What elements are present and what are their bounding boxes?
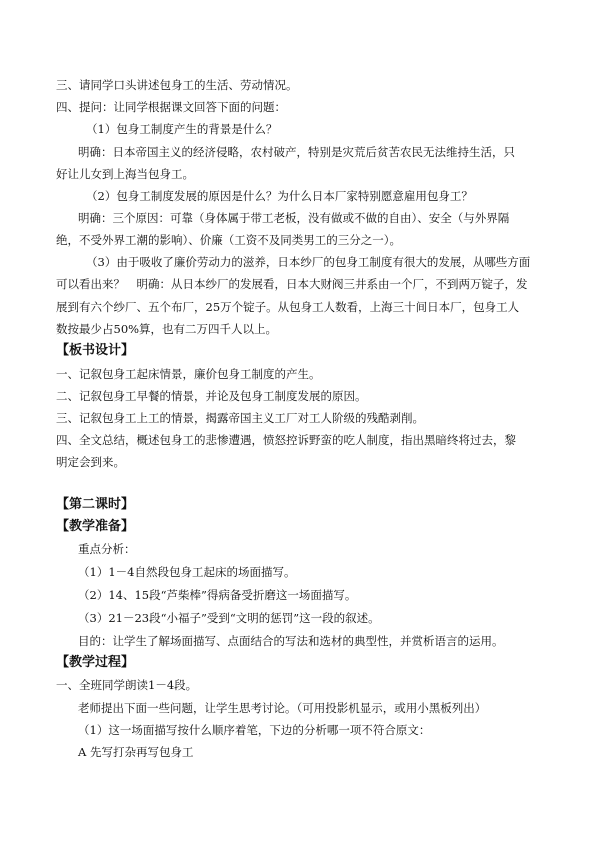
text-line: 明确：日本帝国主义的经济侵略，农村破产，特别是灾荒后贫苦农民无法维持生活，只: [78, 145, 515, 159]
text-line: （1）包身工制度产生的背景是什么？: [86, 122, 278, 136]
text-line: （2）包身工制度发展的原因是什么？为什么日本厂家特别愿意雇用包身工？: [86, 189, 473, 203]
text-line: （1）这一场面描写按什么顺序着笔，下边的分析哪一项不符合原文：: [78, 723, 431, 737]
text-line: 老师提出下面一些问题，让学生思考讨论。（可用投影机显示，或用小黑板列出）: [78, 701, 487, 715]
text-line: （3）21－23段“小福子”受到“文明的惩罚”这一段的叙述。: [78, 611, 380, 625]
text-line: 一、全班同学朗读1－4段。: [56, 678, 198, 692]
text-line: 可以看出来？ 明确：从日本纱厂的发展看，日本大财阀三井系由一个厂，不到两万锭子，发: [56, 277, 528, 291]
text-line: （3）由于吸收了廉价劳动力的滋养，日本纱厂的包身工制度有很大的发展，从哪些方面: [86, 255, 531, 269]
text-line: （1）1－4自然段包身工起床的场面描写。: [78, 565, 296, 579]
section-heading: 【教学准备】: [56, 519, 135, 534]
text-line: 四、提问：让同学根据课文回答下面的问题：: [56, 100, 286, 114]
text-line: 二、记叙包身工早餐的情景，并论及包身工制度发展的原因。: [56, 389, 367, 403]
text-line: 数按最少占50%算，也有二万四千人以上。: [56, 322, 278, 336]
text-line: 目的：让学生了解场面描写、点面结合的写法和选材的典型性，并赏析语言的运用。: [78, 634, 504, 648]
section-heading: 【第二课时】: [56, 497, 135, 512]
text-line: 绝，不受外界工潮的影响）、价廉（工资不及同类男工的三分之一）。: [56, 233, 401, 247]
text-line: 好让儿女到上海当包身工。: [56, 167, 194, 181]
text-line: A 先写打杂再写包身工: [78, 745, 194, 759]
section-heading: 【板书设计】: [56, 343, 135, 358]
text-line: 四、全文总结，概述包身工的悲惨遭遇，愤怒控诉野蛮的吃人制度，指出黑暗终将过去，黎: [56, 433, 516, 447]
section-heading: 【教学过程】: [56, 655, 135, 670]
text-line: 明确：三个原因：可靠（身体属于带工老板，没有做或不做的自由）、安全（与外界隔: [78, 211, 510, 225]
text-line: 重点分析：: [78, 542, 136, 556]
text-line: （2）14、15段“芦柴棒”得病备受折磨这一场面描写。: [78, 588, 357, 602]
text-line: 三、请同学口头讲述包身工的生活、劳动情况。: [56, 78, 298, 92]
text-line: 三、记叙包身工上工的情景，揭露帝国主义工厂对工人阶级的残酷剥削。: [56, 411, 424, 425]
text-line: 明定会到来。: [56, 455, 125, 469]
text-line: 一、记叙包身工起床情景，廉价包身工制度的产生。: [56, 367, 321, 381]
text-line: 展到有六个纱厂、五个布厂，25万个锭子。从包身工人数看，上海三十间日本厂，包身工人: [56, 300, 520, 314]
